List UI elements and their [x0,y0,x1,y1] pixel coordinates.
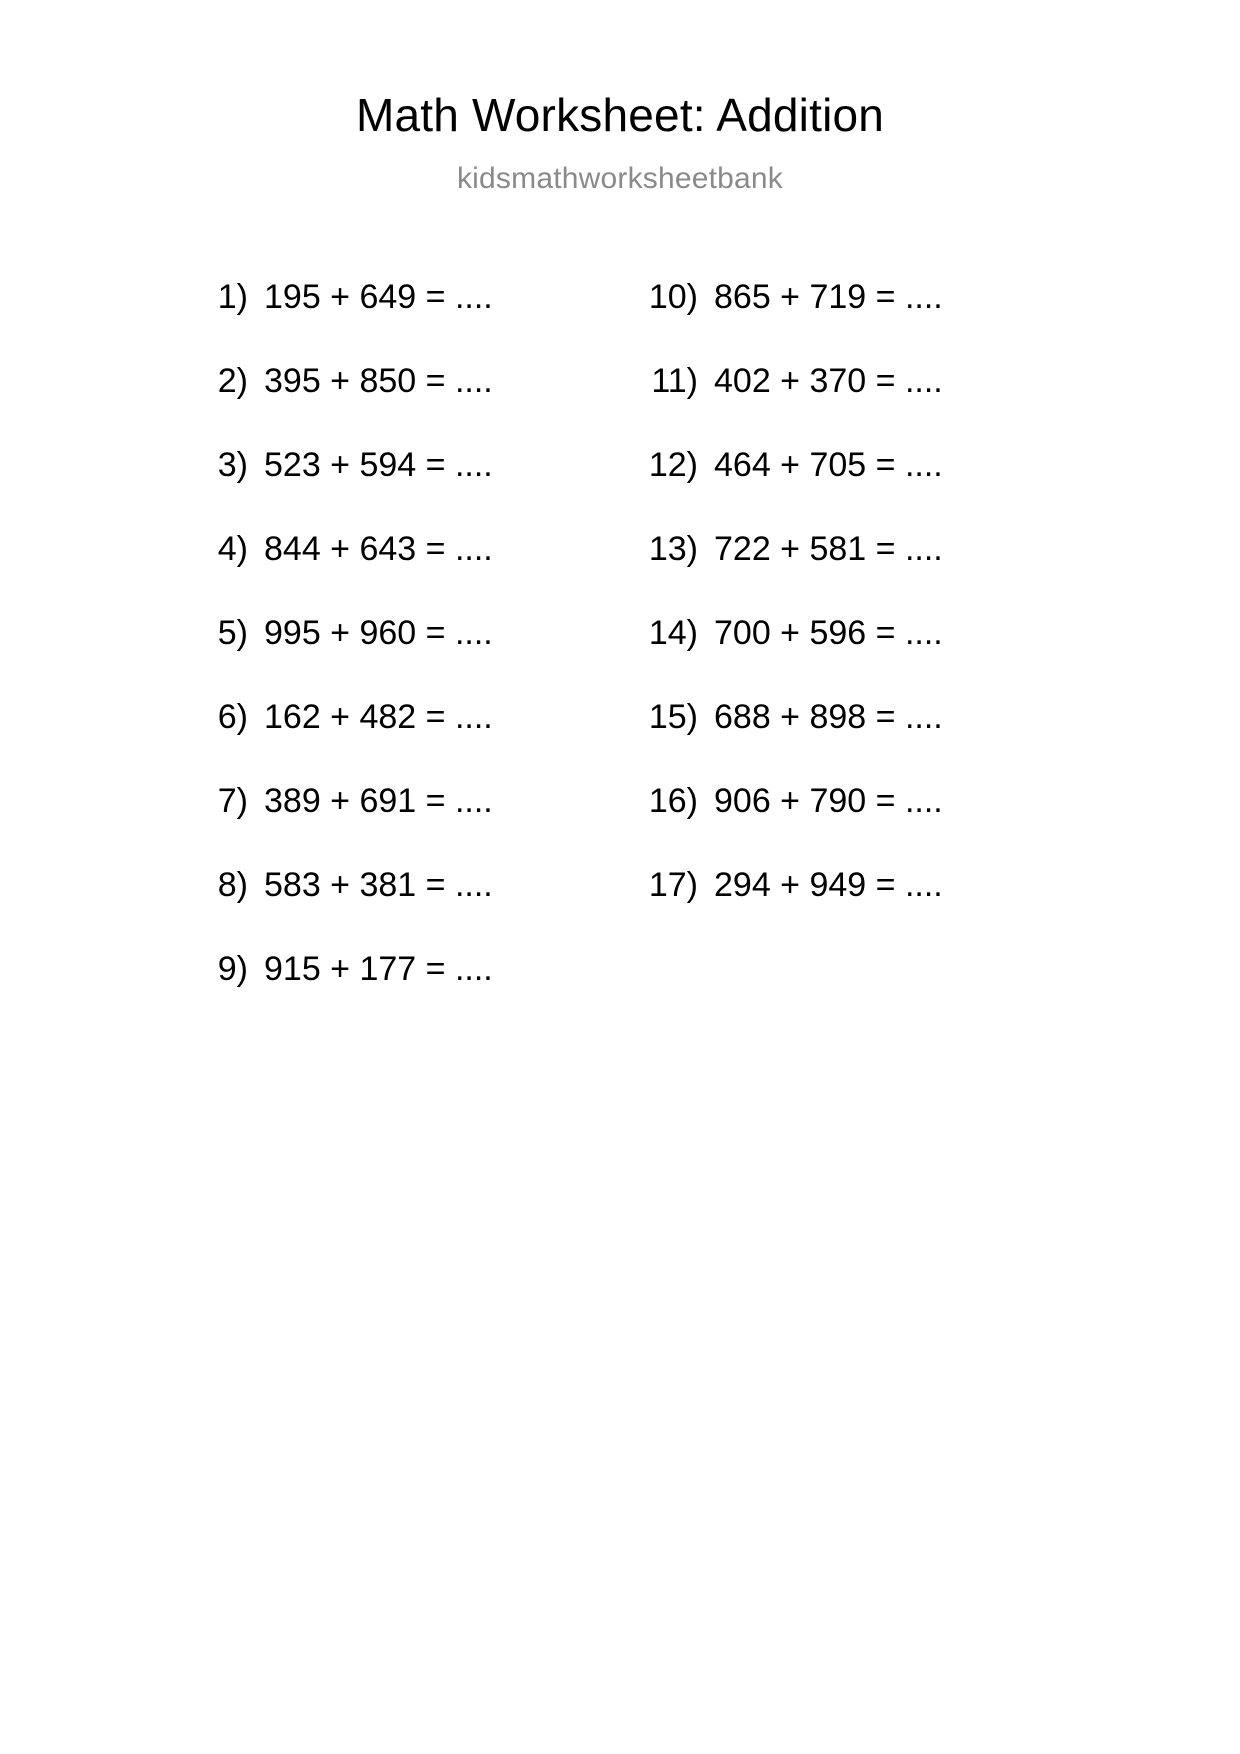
problem-item [630,532,1080,616]
problem-number: 10) [648,278,698,316]
page-title: Math Worksheet: Addition [355,89,885,141]
problem-expression: 700 + 596 = .... [714,614,943,652]
problem-item [180,280,630,364]
problem-number: 7) [217,782,248,820]
problem-number: 17) [648,866,698,904]
problem-item [630,364,1080,448]
problem-item [180,364,630,448]
problem-number: 5) [217,614,248,652]
problem-item [630,448,1080,532]
problem-item [630,868,1080,952]
problem-item [180,952,630,1036]
problem-number: 11) [651,362,698,400]
problem-expression: 395 + 850 = .... [264,362,493,400]
problem-item [180,784,630,868]
problem-number: 9) [217,950,248,988]
problem-item [630,784,1080,868]
problem-number: 15) [648,698,698,736]
problem-item [180,700,630,784]
problem-number: 3) [217,446,248,484]
problem-number: 1) [217,278,248,316]
problem-number: 4) [217,530,248,568]
page-subtitle: kidsmathworksheetbank [456,162,784,195]
problem-expression: 389 + 691 = .... [264,782,493,820]
problem-number: 14) [648,614,698,652]
problem-list [0,280,1240,1036]
problem-expression: 865 + 719 = .... [714,278,943,316]
problem-expression: 995 + 960 = .... [264,614,493,652]
problem-column-left [180,280,630,1036]
problem-item [630,616,1080,700]
problem-number: 2) [217,362,248,400]
problem-number: 16) [648,782,698,820]
problem-expression: 906 + 790 = .... [714,782,943,820]
problem-expression: 523 + 594 = .... [264,446,493,484]
problem-expression: 402 + 370 = .... [714,362,943,400]
problem-column-right [630,280,1080,1036]
problem-item [180,448,630,532]
problem-number: 8) [217,866,248,904]
problem-expression: 688 + 898 = .... [714,698,943,736]
problem-item [180,868,630,952]
problem-expression: 844 + 643 = .... [264,530,493,568]
problem-expression: 583 + 381 = .... [264,866,493,904]
problem-number: 12) [648,446,698,484]
problem-item [180,616,630,700]
problem-expression: 915 + 177 = .... [264,950,493,988]
problem-item [630,280,1080,364]
problem-expression: 294 + 949 = .... [714,866,943,904]
problem-expression: 195 + 649 = .... [264,278,493,316]
problem-expression: 162 + 482 = .... [264,698,493,736]
problem-expression: 464 + 705 = .... [714,446,943,484]
problem-expression: 722 + 581 = .... [714,530,943,568]
problem-item [630,700,1080,784]
problem-number: 13) [648,530,698,568]
problem-item [180,532,630,616]
problem-number: 6) [217,698,248,736]
